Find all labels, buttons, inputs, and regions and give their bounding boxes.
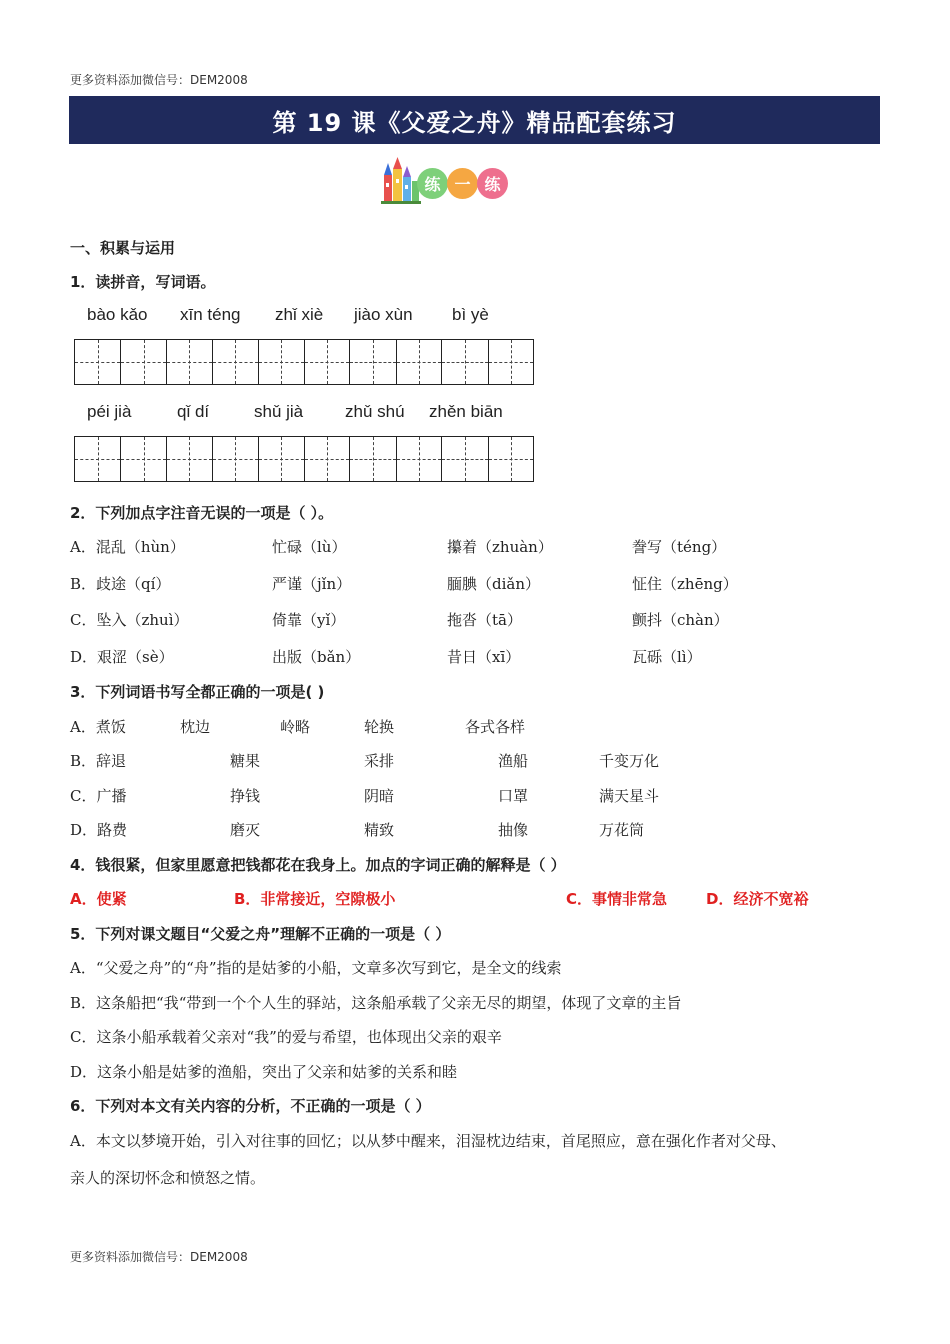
q2-option: 腼腆（diǎn） (447, 575, 541, 593)
q2-option: 严谨（jǐn） (272, 575, 352, 593)
q2-option: 忙碌（lù） (272, 538, 347, 556)
q4-option-a: A．使紧 (70, 890, 127, 908)
section-heading: 一、积累与运用 (70, 239, 176, 257)
char-cell[interactable] (259, 437, 304, 481)
q3-word: 挣钱 (230, 787, 261, 805)
word-box[interactable] (441, 437, 533, 481)
page-title: 第 19 课《父爱之舟》精品配套练习 (69, 96, 880, 144)
badge-char-2: 一 (447, 168, 478, 199)
pinyin: zhǔ shú (345, 402, 405, 421)
char-cell[interactable] (212, 437, 257, 481)
practice-badge (381, 155, 511, 205)
q2-option: 拖沓（tā） (447, 611, 522, 629)
q3-word: 磨灭 (230, 821, 261, 839)
q2-option: D．艰涩（sè） (70, 648, 174, 666)
q3-word: C．广播 (70, 787, 127, 805)
q2-option: 昔日（xī） (447, 648, 521, 666)
q6-option-a-line1: A．本文以梦境开始，引入对往事的回忆；以从梦中醒来，泪湿枕边结束，首尾照应，意在强化作者对父母、 (70, 1132, 786, 1150)
q2-option: 倚靠（yǐ） (272, 611, 346, 629)
q2-option: 攥着（zhuàn） (447, 538, 553, 556)
badge-char-1: 练 (417, 168, 448, 199)
q3-word: A．煮饭 (70, 718, 126, 736)
q2-option: 颤抖（chàn） (632, 611, 729, 629)
q3-word: D．路费 (70, 821, 128, 839)
word-box[interactable] (75, 437, 166, 481)
q3-word: 糖果 (230, 752, 261, 770)
word-box[interactable] (258, 437, 350, 481)
char-cell[interactable] (488, 437, 533, 481)
pinyin: qǐ dí (177, 402, 210, 421)
char-cell[interactable] (442, 437, 487, 481)
pinyin: shǔ jià (254, 402, 304, 421)
pinyin: xīn téng (180, 305, 241, 324)
pinyin: jiào xùn (354, 305, 413, 324)
q5-option-a: A．“父爱之舟”的“舟”指的是姑爹的小船，文章多次写到它，是全文的线索 (70, 959, 562, 977)
word-box[interactable] (166, 437, 258, 481)
char-cell[interactable] (167, 437, 212, 481)
q3-word: 轮换 (364, 718, 395, 736)
q6-option-a-line2: 亲人的深切怀念和愤怒之情。 (70, 1169, 266, 1187)
q5-option-b: B．这条船把“我“带到一个个人生的驿站，这条船承载了父亲无尽的期望，体现了文章的主旨 (70, 994, 682, 1012)
q2-option: 瓦砾（lì） (632, 648, 702, 666)
q5-option-c: C．这条小船承载着父亲对“我”的爱与希望，也体现出父亲的艰辛 (70, 1028, 502, 1046)
q2-option: A．混乱（hùn） (70, 538, 185, 556)
char-cell[interactable] (442, 340, 487, 384)
q3-word: 各式各样 (465, 718, 526, 736)
word-box[interactable] (166, 340, 258, 384)
q3-stem: 3．下列词语书写全都正确的一项是( ) (70, 683, 325, 701)
char-cell[interactable] (120, 437, 165, 481)
char-cell[interactable] (167, 340, 212, 384)
q3-word: 抽像 (498, 821, 529, 839)
q3-word: 满天星斗 (599, 787, 660, 805)
char-cell[interactable] (304, 340, 349, 384)
char-cell[interactable] (396, 437, 441, 481)
q2-option: C．坠入（zhuì） (70, 611, 189, 629)
footer-note: 更多资料添加微信号：DEM2008 (70, 1250, 248, 1264)
char-cell[interactable] (212, 340, 257, 384)
q4-option-b: B．非常接近，空隙极小 (234, 890, 396, 908)
q2-option: B．歧途（qí） (70, 575, 171, 593)
q6-stem: 6．下列对本文有关内容的分析，不正确的一项是（ ） (70, 1097, 431, 1115)
q3-word: 采排 (364, 752, 395, 770)
castle-icon (381, 157, 421, 205)
header-note: 更多资料添加微信号：DEM2008 (70, 73, 248, 87)
q1-stem: 1．读拼音，写词语。 (70, 273, 216, 291)
q3-word: 精致 (364, 821, 395, 839)
writing-grid-2[interactable] (74, 436, 534, 482)
q3-word: 口罩 (498, 787, 529, 805)
q4-option-c: C．事情非常急 (566, 890, 668, 908)
char-cell[interactable] (75, 340, 120, 384)
pinyin: zhǐ xiè (275, 305, 324, 324)
badge-char-3: 练 (477, 168, 508, 199)
q3-word: 千变万化 (599, 752, 660, 770)
q4-stem: 4．钱很紧，但家里愿意把钱都花在我身上。加点的字词正确的解释是（ ） (70, 856, 566, 874)
char-cell[interactable] (120, 340, 165, 384)
char-cell[interactable] (259, 340, 304, 384)
q5-stem: 5．下列对课文题目“父爱之舟”理解不正确的一项是（ ） (70, 925, 451, 943)
char-cell[interactable] (350, 340, 395, 384)
q3-word: 岭略 (280, 718, 311, 736)
pinyin: péi jià (87, 402, 132, 421)
char-cell[interactable] (304, 437, 349, 481)
char-cell[interactable] (75, 437, 120, 481)
q2-stem: 2．下列加点字注音无误的一项是（ ）。 (70, 504, 334, 522)
word-box[interactable] (75, 340, 166, 384)
q3-word: 万花筒 (599, 821, 645, 839)
q5-option-d: D．这条小船是姑爹的渔船，突出了父亲和姑爹的关系和睦 (70, 1063, 458, 1081)
q3-word: 枕边 (180, 718, 211, 736)
q2-option: 誊写（téng） (632, 538, 727, 556)
pinyin: bì yè (452, 305, 489, 324)
pinyin: bào kǎo (87, 305, 148, 324)
q3-word: B．辞退 (70, 752, 127, 770)
char-cell[interactable] (350, 437, 395, 481)
writing-grid-1[interactable] (74, 339, 534, 385)
char-cell[interactable] (396, 340, 441, 384)
q3-word: 渔船 (498, 752, 529, 770)
word-box[interactable] (349, 340, 441, 384)
word-box[interactable] (349, 437, 441, 481)
word-box[interactable] (258, 340, 350, 384)
q4-option-d: D．经济不宽裕 (706, 890, 809, 908)
word-box[interactable] (441, 340, 533, 384)
char-cell[interactable] (488, 340, 533, 384)
q2-option: 怔住（zhēng） (632, 575, 738, 593)
pinyin: zhěn biān (429, 402, 503, 421)
q2-option: 出版（bǎn） (272, 648, 361, 666)
q3-word: 阴暗 (364, 787, 395, 805)
